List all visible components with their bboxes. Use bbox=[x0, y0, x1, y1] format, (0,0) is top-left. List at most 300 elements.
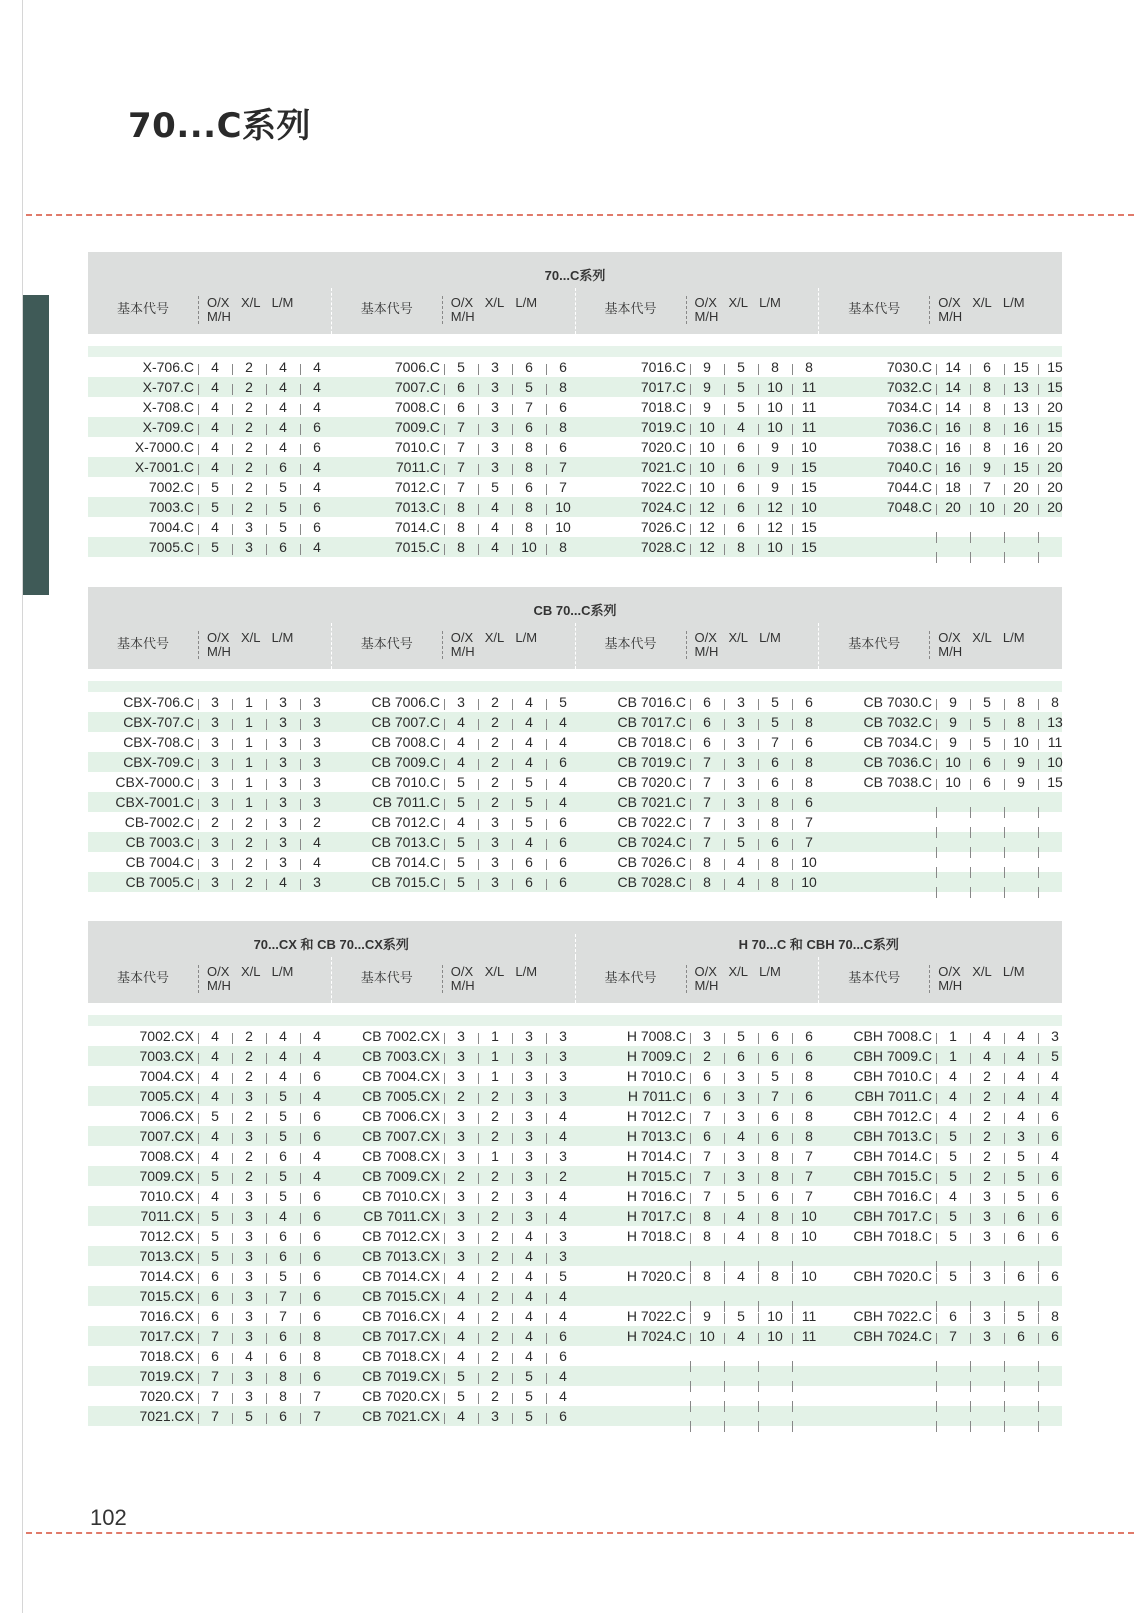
preload-value: 4 bbox=[1004, 1028, 1038, 1044]
preload-values bbox=[444, 834, 580, 850]
preload-value: 5 bbox=[1004, 1308, 1038, 1324]
cell-group bbox=[88, 419, 334, 435]
preload-values bbox=[444, 1028, 580, 1044]
preload-value: 4 bbox=[478, 519, 512, 535]
code-column-label: 基本代号 bbox=[604, 301, 657, 316]
cell-group bbox=[826, 1028, 1072, 1044]
cell-group bbox=[580, 814, 826, 830]
cell-group bbox=[580, 499, 826, 515]
bearing-code: H 7016.C bbox=[626, 1188, 686, 1204]
spacer-row bbox=[88, 346, 1062, 357]
cell-group bbox=[88, 499, 334, 515]
section-cx-and-h-table bbox=[88, 921, 1062, 1426]
bearing-code: H 7024.C bbox=[626, 1328, 686, 1344]
preload-value: 3 bbox=[266, 854, 300, 870]
preload-values bbox=[198, 1288, 334, 1304]
cell-group bbox=[334, 1208, 580, 1224]
column-group-header bbox=[88, 288, 331, 334]
preload-value: 6 bbox=[546, 359, 580, 375]
preload-value: 11 bbox=[792, 379, 826, 395]
preload-values bbox=[690, 794, 826, 810]
preload-values bbox=[198, 794, 334, 810]
cell-group bbox=[580, 754, 826, 770]
preload-labels-bottom: M/H bbox=[207, 309, 231, 324]
preload-value: 20 bbox=[1038, 499, 1072, 515]
code-column-label: 基本代号 bbox=[848, 636, 901, 651]
preload-value: 6 bbox=[690, 694, 724, 710]
preload-value: 5 bbox=[512, 1368, 546, 1384]
cell-group bbox=[334, 1148, 580, 1164]
preload-value: 3 bbox=[478, 814, 512, 830]
preload-value: 3 bbox=[724, 1088, 758, 1104]
cell-group bbox=[826, 1228, 1072, 1244]
cell-group bbox=[88, 379, 334, 395]
preload-value: 6 bbox=[792, 1028, 826, 1044]
cell-group bbox=[88, 1068, 334, 1084]
preload-value: 6 bbox=[546, 834, 580, 850]
preload-value: 4 bbox=[266, 1048, 300, 1064]
preload-value: 10 bbox=[758, 419, 792, 435]
bearing-code: 7009.C bbox=[394, 419, 440, 435]
preload-value: 2 bbox=[232, 379, 266, 395]
preload-value: 8 bbox=[546, 379, 580, 395]
preload-value: 10 bbox=[792, 1268, 826, 1284]
cell-group bbox=[88, 694, 334, 710]
bearing-code: CB 7021.C bbox=[617, 794, 686, 810]
preload-values bbox=[444, 1288, 580, 1304]
preload-labels-bottom: M/H bbox=[450, 644, 475, 659]
preload-value: 6 bbox=[300, 439, 334, 455]
preload-value: 2 bbox=[970, 1148, 1004, 1164]
bearing-code: 7014.CX bbox=[139, 1268, 194, 1284]
preload-value: 6 bbox=[300, 519, 334, 535]
preload-values bbox=[936, 399, 1072, 415]
preload-value: 3 bbox=[478, 834, 512, 850]
preload-value: 8 bbox=[512, 519, 546, 535]
bearing-code: X-709.C bbox=[142, 419, 194, 435]
preload-value: 9 bbox=[936, 714, 970, 730]
preload-value: 3 bbox=[512, 1168, 546, 1184]
cell-group bbox=[580, 774, 826, 790]
table-row bbox=[88, 1186, 1062, 1206]
bearing-code: X-708.C bbox=[142, 399, 194, 415]
preload-value: 4 bbox=[512, 1308, 546, 1324]
cell-group bbox=[334, 794, 580, 810]
bearing-code: CB 7004.C bbox=[125, 854, 194, 870]
bearing-code: CB 7009.C bbox=[371, 754, 440, 770]
preload-value: 4 bbox=[300, 399, 334, 415]
code-column-label: 基本代号 bbox=[848, 301, 901, 316]
cell-group bbox=[88, 1028, 334, 1044]
preload-values bbox=[936, 694, 1072, 710]
preload-value: 6 bbox=[300, 1128, 334, 1144]
preload-values bbox=[198, 1028, 334, 1044]
bearing-code: 7013.C bbox=[394, 499, 440, 515]
bearing-code: X-7001.C bbox=[134, 459, 194, 475]
preload-values bbox=[444, 479, 580, 495]
preload-value: 6 bbox=[300, 1108, 334, 1124]
preload-value: 2 bbox=[970, 1088, 1004, 1104]
preload-value: 4 bbox=[724, 1268, 758, 1284]
section-title-right: H 70...C 和 CBH 70...C系列 bbox=[575, 934, 1063, 957]
preload-value: 5 bbox=[936, 1208, 970, 1224]
preload-value: 2 bbox=[478, 1188, 512, 1204]
cell-group bbox=[826, 379, 1072, 395]
bearing-code: CB 7015.C bbox=[371, 874, 440, 890]
preload-value: 8 bbox=[300, 1348, 334, 1364]
table-row bbox=[88, 417, 1062, 437]
preload-value: 6 bbox=[546, 854, 580, 870]
preload-value: 2 bbox=[232, 1048, 266, 1064]
preload-value: 20 bbox=[1038, 399, 1072, 415]
cell-group bbox=[826, 1308, 1072, 1324]
bearing-code: CBH 7010.C bbox=[853, 1068, 932, 1084]
preload-value: 4 bbox=[198, 1048, 232, 1064]
preload-value: 4 bbox=[546, 1388, 580, 1404]
column-group-header bbox=[575, 623, 819, 669]
preload-values bbox=[444, 754, 580, 770]
table-row bbox=[88, 1246, 1062, 1266]
preload-values bbox=[690, 1088, 826, 1104]
preload-value: 4 bbox=[198, 1128, 232, 1144]
preload-value: 6 bbox=[792, 1088, 826, 1104]
bearing-code: 7012.CX bbox=[139, 1228, 194, 1244]
code-column-label: 基本代号 bbox=[848, 970, 901, 985]
preload-values bbox=[198, 479, 334, 495]
preload-value: 3 bbox=[724, 1108, 758, 1124]
preload-value: 3 bbox=[970, 1308, 1004, 1324]
preload-value: 5 bbox=[512, 814, 546, 830]
preload-value: 4 bbox=[512, 754, 546, 770]
preload-value: 6 bbox=[512, 419, 546, 435]
preload-value: 4 bbox=[300, 1168, 334, 1184]
preload-value: 3 bbox=[970, 1188, 1004, 1204]
preload-value: 3 bbox=[546, 1068, 580, 1084]
preload-value: 8 bbox=[266, 1388, 300, 1404]
preload-value: 4 bbox=[444, 1308, 478, 1324]
preload-values bbox=[936, 459, 1072, 475]
preload-value: 5 bbox=[758, 694, 792, 710]
bearing-code: 7022.C bbox=[640, 479, 686, 495]
cell-group bbox=[580, 1088, 826, 1104]
preload-value: 3 bbox=[478, 359, 512, 375]
bearing-code: CB 7014.CX bbox=[362, 1268, 440, 1284]
preload-value: 6 bbox=[724, 499, 758, 515]
code-column-label: 基本代号 bbox=[360, 301, 413, 316]
preload-value: 4 bbox=[444, 1288, 478, 1304]
preload-value: 6 bbox=[512, 479, 546, 495]
preload-value: 3 bbox=[198, 714, 232, 730]
cell-group bbox=[826, 399, 1072, 415]
preload-value: 4 bbox=[546, 1368, 580, 1384]
preload-value: 5 bbox=[512, 1408, 546, 1424]
preload-labels-bottom: M/H bbox=[938, 644, 963, 659]
preload-value: 8 bbox=[1038, 1308, 1072, 1324]
preload-value: 7 bbox=[198, 1328, 232, 1344]
preload-value: 3 bbox=[724, 694, 758, 710]
cell-group bbox=[88, 734, 334, 750]
cell-group bbox=[88, 1248, 334, 1264]
preload-labels-top: O/X X/L L/M bbox=[207, 964, 294, 979]
cell-group bbox=[580, 379, 826, 395]
table-row bbox=[88, 1066, 1062, 1086]
preload-value: 7 bbox=[690, 754, 724, 770]
cell-group bbox=[334, 854, 580, 870]
code-column-label: 基本代号 bbox=[116, 636, 169, 651]
preload-value: 2 bbox=[478, 1308, 512, 1324]
cell-group bbox=[88, 1408, 334, 1424]
preload-value: 7 bbox=[198, 1368, 232, 1384]
preload-value: 3 bbox=[266, 794, 300, 810]
preload-values bbox=[690, 439, 826, 455]
preload-value: 3 bbox=[512, 1068, 546, 1084]
table-row bbox=[88, 1146, 1062, 1166]
cell-group bbox=[826, 1148, 1072, 1164]
bearing-code: 7028.C bbox=[640, 539, 686, 555]
preload-value: 6 bbox=[512, 359, 546, 375]
section-cb-70-c-table bbox=[88, 587, 1062, 892]
preload-value: 3 bbox=[512, 1088, 546, 1104]
preload-values bbox=[690, 714, 826, 730]
preload-value: 6 bbox=[1004, 1328, 1038, 1344]
code-column-label: 基本代号 bbox=[604, 970, 657, 985]
preload-values bbox=[936, 479, 1072, 495]
preload-value: 4 bbox=[300, 359, 334, 375]
preload-value: 8 bbox=[970, 379, 1004, 395]
preload-value: 3 bbox=[724, 714, 758, 730]
preload-value: 2 bbox=[232, 1148, 266, 1164]
cell-group bbox=[334, 419, 580, 435]
preload-value: 4 bbox=[198, 1068, 232, 1084]
preload-value: 4 bbox=[512, 694, 546, 710]
preload-value: 4 bbox=[198, 439, 232, 455]
bearing-code: 7018.C bbox=[640, 399, 686, 415]
bearing-code: CBX-708.C bbox=[123, 734, 194, 750]
preload-value: 10 bbox=[758, 379, 792, 395]
preload-values bbox=[444, 1108, 580, 1124]
cell-group bbox=[88, 459, 334, 475]
preload-value: 4 bbox=[266, 1028, 300, 1044]
table-row bbox=[88, 772, 1062, 792]
cell-group bbox=[88, 1168, 334, 1184]
preload-value: 4 bbox=[512, 1228, 546, 1244]
preload-value: 5 bbox=[546, 694, 580, 710]
bearing-code: CB 7013.CX bbox=[362, 1248, 440, 1264]
preload-value: 4 bbox=[300, 479, 334, 495]
preload-value: 8 bbox=[512, 499, 546, 515]
preload-values bbox=[690, 1208, 826, 1224]
preload-value: 3 bbox=[232, 1208, 266, 1224]
preload-values bbox=[936, 1328, 1072, 1344]
preload-value: 3 bbox=[546, 1048, 580, 1064]
preload-value: 6 bbox=[792, 694, 826, 710]
section-header bbox=[88, 587, 1062, 669]
bearing-code: X-707.C bbox=[142, 379, 194, 395]
preload-value: 2 bbox=[232, 499, 266, 515]
column-header-row bbox=[88, 957, 1062, 1003]
bearing-code: 7004.C bbox=[148, 519, 194, 535]
preload-value: 8 bbox=[1004, 714, 1038, 730]
preload-value: 20 bbox=[1004, 479, 1038, 495]
preload-value: 5 bbox=[936, 1128, 970, 1144]
bearing-code: CB 7003.C bbox=[125, 834, 194, 850]
cell-group bbox=[826, 1128, 1072, 1144]
preload-values bbox=[444, 399, 580, 415]
preload-values bbox=[198, 754, 334, 770]
bearing-code: H 7010.C bbox=[626, 1068, 686, 1084]
cell-group bbox=[826, 694, 1072, 710]
preload-value: 3 bbox=[512, 1148, 546, 1164]
preload-value: 4 bbox=[444, 734, 478, 750]
preload-value: 3 bbox=[198, 734, 232, 750]
preload-value: 3 bbox=[232, 519, 266, 535]
preload-value: 2 bbox=[478, 694, 512, 710]
preload-value: 13 bbox=[1004, 399, 1038, 415]
preload-value: 2 bbox=[478, 1088, 512, 1104]
preload-value: 15 bbox=[792, 539, 826, 555]
cell-group bbox=[334, 1268, 580, 1284]
preload-values bbox=[198, 439, 334, 455]
preload-value: 6 bbox=[1038, 1108, 1072, 1124]
preload-value: 1 bbox=[478, 1028, 512, 1044]
preload-values bbox=[198, 379, 334, 395]
cell-group bbox=[88, 1188, 334, 1204]
preload-value: 6 bbox=[1004, 1268, 1038, 1284]
preload-value: 6 bbox=[1038, 1328, 1072, 1344]
cell-group bbox=[88, 479, 334, 495]
section-70-c-table bbox=[88, 252, 1062, 557]
cell-group bbox=[334, 774, 580, 790]
preload-value: 4 bbox=[724, 1228, 758, 1244]
preload-value: 2 bbox=[478, 1348, 512, 1364]
cell-group bbox=[826, 754, 1072, 770]
preload-value: 5 bbox=[266, 519, 300, 535]
preload-value: 6 bbox=[546, 1348, 580, 1364]
preload-value: 20 bbox=[1038, 439, 1072, 455]
preload-value: 7 bbox=[792, 1168, 826, 1184]
preload-value: 4 bbox=[198, 519, 232, 535]
preload-value: 4 bbox=[444, 1268, 478, 1284]
cell-group bbox=[334, 834, 580, 850]
preload-value: 10 bbox=[758, 399, 792, 415]
preload-values bbox=[444, 794, 580, 810]
preload-value: 8 bbox=[444, 539, 478, 555]
preload-value: 8 bbox=[690, 854, 724, 870]
preload-value: 8 bbox=[690, 874, 724, 890]
preload-column-labels bbox=[198, 965, 293, 993]
cell-group bbox=[88, 874, 334, 890]
table-row bbox=[88, 1346, 1062, 1366]
preload-value: 7 bbox=[690, 1168, 724, 1184]
cell-group bbox=[88, 519, 334, 535]
preload-value: 2 bbox=[444, 1088, 478, 1104]
preload-value: 8 bbox=[792, 1108, 826, 1124]
preload-value: 2 bbox=[478, 1288, 512, 1304]
preload-value: 6 bbox=[758, 1108, 792, 1124]
preload-value: 13 bbox=[1004, 379, 1038, 395]
cell-group bbox=[88, 794, 334, 810]
bearing-code: CBX-7000.C bbox=[115, 774, 194, 790]
table-row bbox=[88, 852, 1062, 872]
bearing-code: CB 7012.C bbox=[371, 814, 440, 830]
preload-values bbox=[444, 1348, 580, 1364]
preload-value: 6 bbox=[546, 399, 580, 415]
preload-column-labels bbox=[929, 965, 1024, 993]
page-number: 102 bbox=[90, 1505, 127, 1530]
preload-values bbox=[198, 1168, 334, 1184]
preload-value: 8 bbox=[758, 1168, 792, 1184]
bearing-code: CB 7005.CX bbox=[362, 1088, 440, 1104]
preload-value: 6 bbox=[512, 854, 546, 870]
preload-value: 3 bbox=[198, 834, 232, 850]
preload-value: 6 bbox=[758, 1048, 792, 1064]
preload-value: 4 bbox=[266, 874, 300, 890]
preload-value: 3 bbox=[444, 1028, 478, 1044]
cell-group bbox=[826, 479, 1072, 495]
preload-labels-top: O/X X/L L/M bbox=[450, 964, 538, 979]
preload-values bbox=[444, 1088, 580, 1104]
preload-value: 6 bbox=[724, 1048, 758, 1064]
preload-value: 6 bbox=[546, 814, 580, 830]
preload-value: 4 bbox=[444, 754, 478, 770]
preload-value: 8 bbox=[1004, 694, 1038, 710]
bearing-code: CBH 7011.C bbox=[854, 1088, 932, 1104]
preload-value: 3 bbox=[266, 814, 300, 830]
preload-value: 1 bbox=[232, 694, 266, 710]
bearing-code: 7008.C bbox=[394, 399, 440, 415]
cell-group bbox=[826, 419, 1072, 435]
preload-values bbox=[198, 1368, 334, 1384]
preload-value: 2 bbox=[478, 1368, 512, 1384]
preload-value: 5 bbox=[512, 794, 546, 810]
cell-group bbox=[88, 1328, 334, 1344]
cell-group bbox=[88, 854, 334, 870]
preload-value: 7 bbox=[300, 1408, 334, 1424]
preload-value: 4 bbox=[198, 419, 232, 435]
cell-group bbox=[88, 1388, 334, 1404]
preload-value: 6 bbox=[300, 499, 334, 515]
preload-value: 4 bbox=[936, 1108, 970, 1124]
preload-value: 4 bbox=[512, 1288, 546, 1304]
preload-value: 7 bbox=[936, 1328, 970, 1344]
preload-value: 9 bbox=[936, 694, 970, 710]
preload-value: 3 bbox=[232, 1368, 266, 1384]
cell-group bbox=[826, 459, 1072, 475]
cell-group bbox=[826, 499, 1072, 515]
table-row bbox=[88, 1166, 1062, 1186]
preload-values bbox=[690, 694, 826, 710]
preload-values bbox=[690, 734, 826, 750]
preload-value: 6 bbox=[266, 459, 300, 475]
preload-value: 6 bbox=[758, 1128, 792, 1144]
preload-values bbox=[936, 439, 1072, 455]
preload-value: 3 bbox=[232, 1288, 266, 1304]
preload-value: 15 bbox=[1004, 459, 1038, 475]
bearing-code: CBH 7018.C bbox=[853, 1228, 932, 1244]
preload-value: 4 bbox=[1038, 1148, 1072, 1164]
preload-labels-top: O/X X/L L/M bbox=[450, 630, 538, 645]
preload-value: 6 bbox=[546, 874, 580, 890]
preload-value: 5 bbox=[758, 1068, 792, 1084]
cell-group bbox=[826, 1108, 1072, 1124]
preload-value: 8 bbox=[792, 754, 826, 770]
preload-value: 6 bbox=[300, 1248, 334, 1264]
preload-value: 7 bbox=[198, 1388, 232, 1404]
preload-value: 2 bbox=[232, 814, 266, 830]
preload-value: 4 bbox=[512, 834, 546, 850]
cell-group bbox=[88, 359, 334, 375]
preload-values bbox=[690, 479, 826, 495]
